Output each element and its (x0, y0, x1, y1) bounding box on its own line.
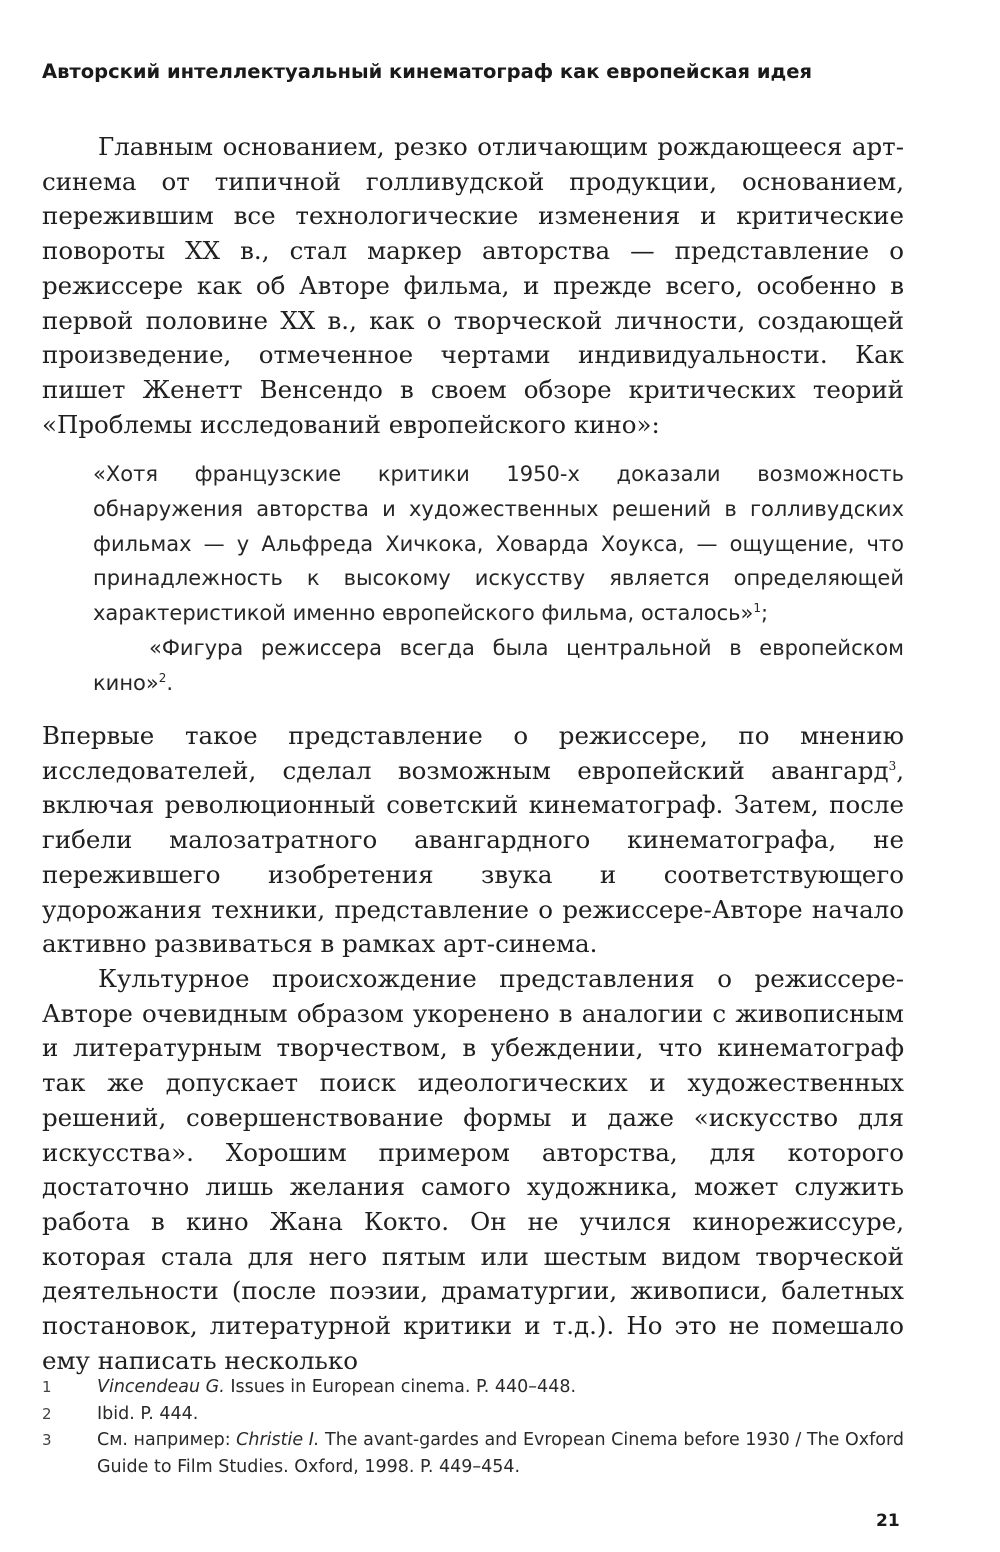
footnote-number: 1 (42, 1378, 52, 1396)
footnote-1 (42, 1374, 922, 1401)
footnote-source: The avant-gardes and Evropean Cinema before 1930 / The Oxford Guide to Film Studies. Oxford, 1998. P. 449–454. (97, 1430, 904, 1477)
quote-second-end: . (166, 670, 174, 695)
footnote-2 (42, 1401, 922, 1428)
paragraph-origin: Культурное происхождение представления о режиссере-Авторе очевидным образом укоренено в аналогии с живописным и литературным творчеством, в убеждении, что кинематограф так же допускает поиск идеологических и художественных решений, совершенствование формы и даже «искусство для искусства». Хорошим примером авторства, для которого достаточно лишь желания самого художника, может служить работа в кино Жана Кокто. Он не учился кинорежиссуре, которая стала для него пятым или шестым видом творческой деятельности (после поэзии, драматургии, живописи, балетных постановок, литературной критики и т.д.). Но это не помешало ему написать несколько (42, 964, 904, 1375)
footnotes (42, 1374, 922, 1480)
paragraph-avant-garde (42, 719, 904, 962)
footnote-text: Ibid. P. 444. (97, 1403, 199, 1424)
footnote-author: Christie I. (236, 1430, 320, 1450)
running-header: Авторский интеллектуальный кинематограф как европейская идея (42, 60, 812, 83)
footnote-prefix: См. например: (97, 1430, 237, 1450)
quote-first-end: ; (761, 601, 769, 626)
footnote-source: Issues in European cinema. P. 440–448. (224, 1377, 577, 1397)
quote-second-text: «Фигура режиссера всегда была центральной в европейском кино» (93, 635, 904, 695)
footnote-3 (42, 1427, 922, 1480)
footnote-ref-2: 2 (158, 670, 167, 685)
quote-second (93, 631, 904, 701)
footnote-text (97, 1374, 922, 1401)
block-quote (93, 457, 904, 701)
paragraph-avant-garde-rest: , включая революционный советский кинематограф. Затем, после гибели малозатратного авангардного кинематографа, не пережившего изобретения звука и соответствующего удорожания техники, представление о режиссере-Авторе начало активно развиваться в рамках арт-синема. (42, 755, 904, 959)
footnote-author: Vincendeau G. (97, 1377, 225, 1397)
paragraph-intro: Главным основанием, резко отличающим рождающееся арт-синема от типичной голливудской продукции, основанием, пережившим все технологические изменения и критические повороты XX в., стал маркер авторства — представление о режиссере как об Авторе фильма, и прежде всего, особенно в первой половине XX в., как о творческой личности, создающей произведение, отмеченное чертами индивидуальности. Как пишет Женетт Венсендо в своем обзоре критических теорий «Проблемы исследований европейского кино»: (42, 132, 904, 439)
quote-first (93, 457, 904, 631)
page-number: 21 (876, 1511, 900, 1531)
footnote-number: 2 (42, 1404, 52, 1423)
footnote-number: 3 (42, 1431, 52, 1449)
footnote-ref-3: 3 (888, 758, 897, 773)
paragraph-avant-garde-text: Впервые такое представление о режиссере, по мнению исследователей, сделал возможным европейский авангард (42, 721, 904, 785)
footnote-text (97, 1427, 922, 1480)
footnote-ref-1: 1 (753, 601, 762, 616)
quote-first-text: «Хотя французские критики 1950-х доказали возможность обнаружения авторства и художественных решений в голливудских фильмах — у Альфреда Хичкока, Ховарда Хоукса, — ощущение, что принадлежность к высокому искусству является определяющей характеристикой именно европейского фильма, осталось» (93, 462, 904, 626)
